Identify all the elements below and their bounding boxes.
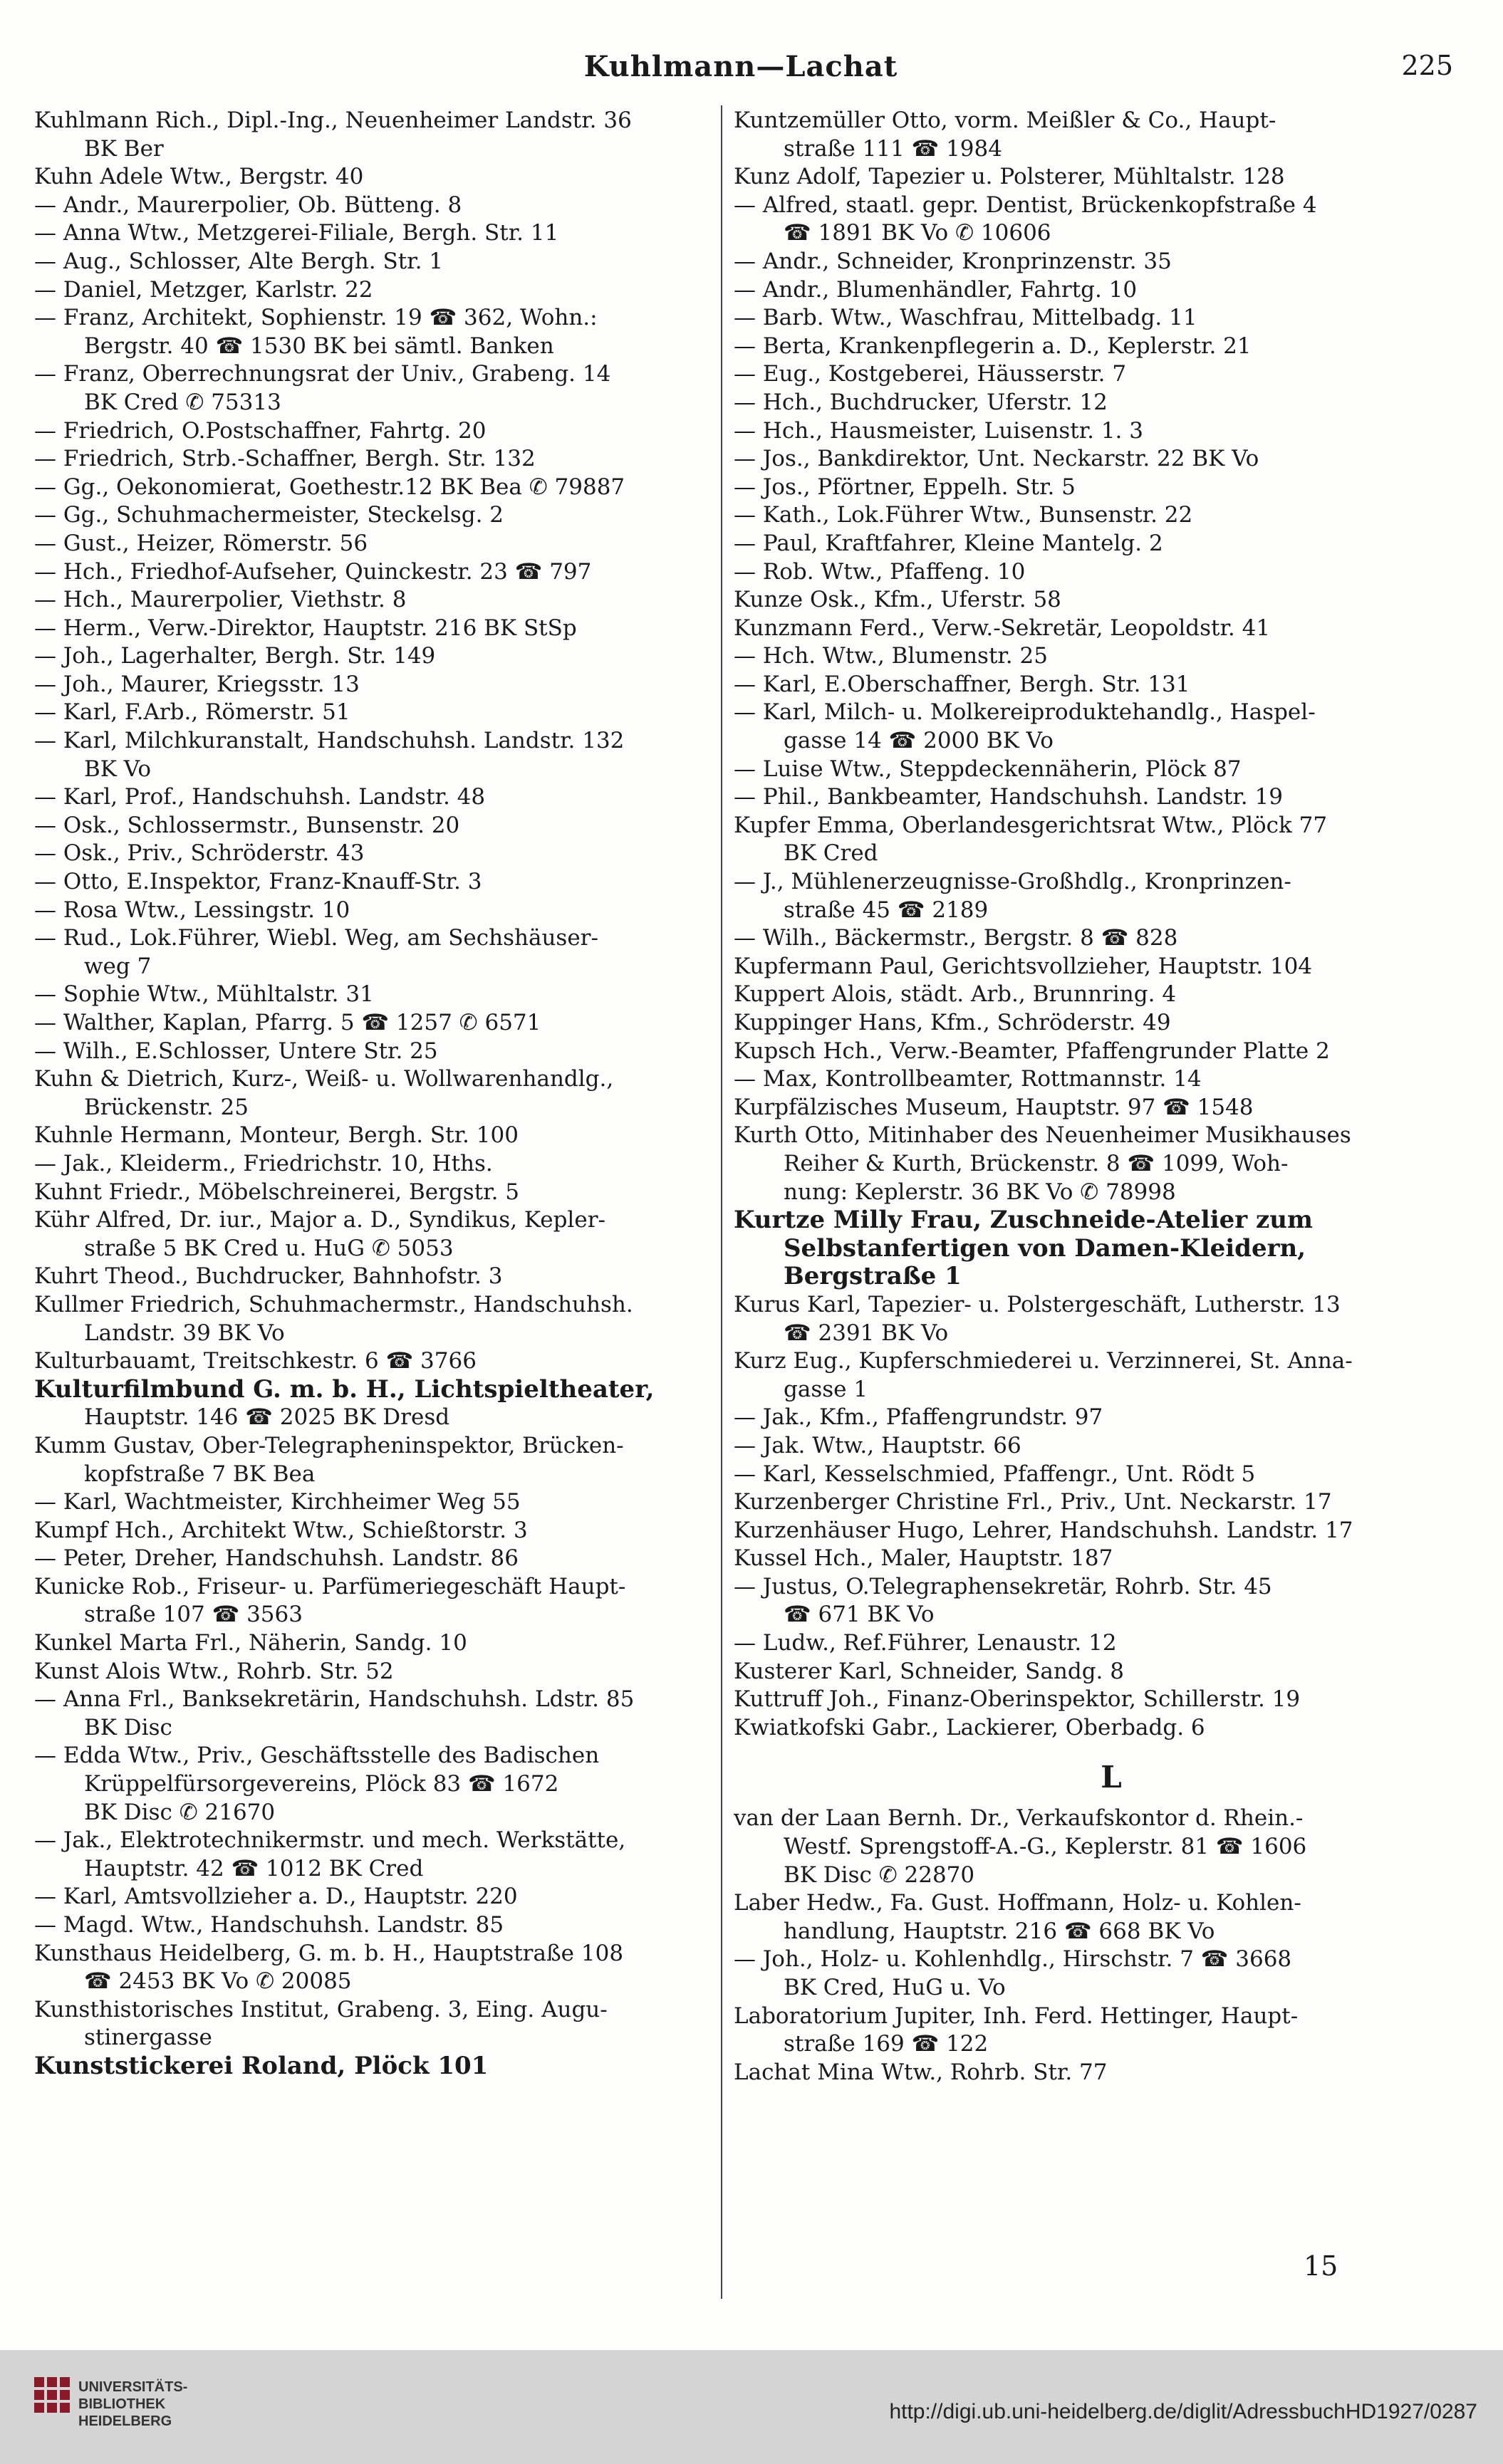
left-entry: — Karl, Amtsvollzieher a. D., Hauptstr. 220 [34, 1884, 518, 1910]
right-entry: Kurzenberger Christine Frl., Priv., Unt. Neckarstr. 17 [734, 1489, 1332, 1515]
left-entry: Kulturbauamt, Treitschkestr. 6 ☎ 3766 [34, 1348, 477, 1374]
right-entry: straße 111 ☎ 1984 [784, 135, 1002, 162]
left-entry: — Hch., Maurerpolier, Viethstr. 8 [34, 587, 407, 613]
right-entry: Kurus Karl, Tapezier- u. Polstergeschäft, Lutherstr. 13 [734, 1291, 1341, 1317]
right-entry: Westf. Sprengstoff-A.-G., Keplerstr. 81 ☎ 1606 [784, 1834, 1307, 1860]
source-url-link[interactable]: http://digi.ub.uni-heidelberg.de/diglit/AdressbuchHD1927/0287 [889, 2400, 1477, 2423]
left-entry: Hauptstr. 42 ☎ 1012 BK Cred [84, 1855, 424, 1881]
right-entry: L [1101, 1760, 1122, 1795]
left-entry: — Rosa Wtw., Lessingstr. 10 [34, 897, 350, 923]
left-entry: — Anna Frl., Banksekretärin, Handschuhsh. Ldstr. 85 [34, 1686, 635, 1713]
left-entry: Kunsthistorisches Institut, Grabeng. 3, Eing. Augu- [34, 1996, 608, 2022]
left-entry: — Friedrich, O.Postschaffner, Fahrtg. 20 [34, 417, 487, 444]
logo-line-2: BIBLIOTHEK [78, 2396, 166, 2412]
right-entry: — Barb. Wtw., Waschfrau, Mittelbadg. 11 [734, 305, 1197, 331]
right-entry: — Karl, Milch- u. Molkereiproduktehandlg., Haspel- [734, 699, 1316, 726]
right-entry: Kwiatkofski Gabr., Lackierer, Oberbadg. 6 [734, 1714, 1205, 1740]
right-entry: — Alfred, staatl. gepr. Dentist, Brückenkopfstraße 4 [734, 192, 1317, 218]
right-entry: Kuntzemüller Otto, vorm. Meißler & Co., Haupt- [734, 108, 1276, 133]
right-entry: BK Disc ✆ 22870 [784, 1862, 975, 1888]
right-entry: — Jak., Kfm., Pfaffengrundstr. 97 [734, 1404, 1103, 1431]
left-entry: — Jak., Elektrotechnikermstr. und mech. Werkstätte, [34, 1827, 626, 1854]
left-entry: stinergasse [84, 2025, 212, 2051]
left-entry: Kunicke Rob., Friseur- u. Parfümeriegeschäft Haupt- [34, 1573, 626, 1599]
right-entry: — Andr., Blumenhändler, Fahrtg. 10 [734, 276, 1138, 303]
right-entry: — Berta, Krankenpflegerin a. D., Keplerstr. 21 [734, 333, 1252, 359]
left-entry: — Friedrich, Strb.-Schaffner, Bergh. Str. 132 [34, 446, 536, 472]
left-entry: — Magd. Wtw., Handschuhsh. Landstr. 85 [34, 1912, 504, 1938]
page-header [28, 50, 1453, 93]
right-entry: van der Laan Bernh. Dr., Verkaufskontor d. Rhein.- [734, 1805, 1304, 1832]
right-entry: — Paul, Kraftfahrer, Kleine Mantelg. 2 [734, 530, 1163, 556]
page-number: 225 [1401, 50, 1453, 81]
logo-line-1: UNIVERSITÄTS- [78, 2379, 188, 2395]
right-entry: handlung, Hauptstr. 216 ☎ 668 BK Vo [784, 1918, 1215, 1944]
left-entry: — Gust., Heizer, Römerstr. 56 [34, 530, 368, 556]
left-column [34, 107, 718, 2293]
left-entry: Kuhnt Friedr., Möbelschreinerei, Bergstr. 5 [34, 1179, 520, 1205]
left-entry: Kumpf Hch., Architekt Wtw., Schießtorstr. 3 [34, 1517, 528, 1543]
left-entry: Kuhn Adele Wtw., Bergstr. 40 [34, 164, 364, 190]
right-entry: Kuppinger Hans, Kfm., Schröderstr. 49 [734, 1010, 1171, 1035]
left-entry: — Daniel, Metzger, Karlstr. 22 [34, 276, 373, 303]
right-entry: — Luise Wtw., Steppdeckennäherin, Plöck 87 [734, 756, 1242, 782]
left-entry: Kulturfilmbund G. m. b. H., Lichtspieltheater, [34, 1375, 655, 1404]
right-entry: — Jos., Bankdirektor, Unt. Neckarstr. 22 BK Vo [734, 446, 1259, 472]
right-entry: Kurtze Milly Frau, Zuschneide-Atelier zum [734, 1206, 1313, 1235]
left-entry: BK Vo [84, 756, 151, 782]
column-divider [721, 105, 722, 2299]
left-entry: Kullmer Friedrich, Schuhmachermstr., Handschuhsh. [34, 1291, 633, 1317]
right-entry: ☎ 1891 BK Vo ✆ 10606 [784, 220, 1051, 246]
right-entry: — Karl, E.Oberschaffner, Bergh. Str. 131 [734, 671, 1190, 697]
logo-text [78, 2379, 264, 2430]
right-entry: — Hch., Buchdrucker, Uferstr. 12 [734, 389, 1108, 415]
right-entry: Kuppert Alois, städt. Arb., Brunnring. 4 [734, 981, 1177, 1008]
page-title: Kuhlmann—Lachat [583, 50, 898, 83]
right-entry: Kuttruff Joh., Finanz-Oberinspektor, Schillerstr. 19 [734, 1686, 1301, 1713]
left-entry: straße 107 ☎ 3563 [84, 1602, 303, 1628]
left-entry: — Edda Wtw., Priv., Geschäftsstelle des Badischen [34, 1743, 600, 1769]
left-entry: Kühr Alfred, Dr. iur., Major a. D., Syndikus, Kepler- [34, 1207, 605, 1233]
left-entry: Kuhnle Hermann, Monteur, Bergh. Str. 100 [34, 1122, 519, 1149]
right-entry: — Eug., Kostgeberei, Häusserstr. 7 [734, 361, 1127, 387]
right-entry: — Jos., Pförtner, Eppelh. Str. 5 [734, 474, 1076, 500]
left-entry: — Sophie Wtw., Mühltalstr. 31 [34, 981, 374, 1008]
left-entry: Kumm Gustav, Ober-Telegrapheninspektor, Brücken- [34, 1432, 624, 1458]
right-entry: — Kath., Lok.Führer Wtw., Bunsenstr. 22 [734, 502, 1193, 528]
left-entry: — Karl, F.Arb., Römerstr. 51 [34, 699, 350, 726]
left-entry: — Franz, Oberrechnungsrat der Univ., Grabeng. 14 [34, 361, 611, 387]
left-entry: — Karl, Prof., Handschuhsh. Landstr. 48 [34, 784, 486, 810]
left-entry: — Jak., Kleiderm., Friedrichstr. 10, Hths. [34, 1150, 493, 1176]
left-entry: — Gg., Schuhmachermeister, Steckelsg. 2 [34, 502, 504, 528]
right-entry: Kunz Adolf, Tapezier u. Polsterer, Mühltalstr. 128 [734, 164, 1285, 190]
right-entry: — Rob. Wtw., Pfaffeng. 10 [734, 558, 1026, 585]
right-entry: nung: Keplerstr. 36 BK Vo ✆ 78998 [784, 1179, 1176, 1205]
left-entry: — Otto, E.Inspektor, Franz-Knauff-Str. 3 [34, 869, 482, 895]
right-entry: Kunze Osk., Kfm., Uferstr. 58 [734, 587, 1061, 613]
left-entry: — Osk., Priv., Schröderstr. 43 [34, 840, 365, 867]
left-entry: — Osk., Schlossermstr., Bunsenstr. 20 [34, 812, 460, 838]
right-entry: — Andr., Schneider, Kronprinzenstr. 35 [734, 248, 1172, 274]
left-entry: — Walther, Kaplan, Pfarrg. 5 ☎ 1257 ✆ 6571 [34, 1010, 541, 1035]
right-entry: Kupsch Hch., Verw.-Beamter, Pfaffengrunder Platte 2 [734, 1038, 1330, 1064]
right-entry: Selbstanfertigen von Damen-Kleidern, [784, 1234, 1306, 1263]
right-entry: Kurz Eug., Kupferschmiederei u. Verzinnerei, St. Anna- [734, 1348, 1353, 1374]
right-entry: Kunzmann Ferd., Verw.-Sekretär, Leopoldstr. 41 [734, 615, 1271, 641]
right-entry: — Ludw., Ref.Führer, Lenaustr. 12 [734, 1630, 1117, 1656]
left-entry: — Gg., Oekonomierat, Goethestr.12 BK Bea ✆ 79887 [34, 474, 625, 500]
right-entry: BK Cred [784, 840, 878, 867]
left-entry: — Aug., Schlosser, Alte Bergh. Str. 1 [34, 248, 443, 274]
left-entry: Kuhlmann Rich., Dipl.-Ing., Neuenheimer Landstr. 36 [34, 108, 632, 133]
left-entry: Kuhn & Dietrich, Kurz-, Weiß- u. Wollwarenhandlg., [34, 1066, 614, 1092]
right-entry: Laber Hedw., Fa. Gust. Hoffmann, Holz- u. Kohlen- [734, 1890, 1301, 1916]
left-entry: BK Disc [84, 1714, 172, 1740]
left-entry: Kunkel Marta Frl., Näherin, Sandg. 10 [34, 1630, 467, 1656]
left-entry: — Karl, Wachtmeister, Kirchheimer Weg 55 [34, 1489, 521, 1515]
left-entry: — Andr., Maurerpolier, Ob. Bütteng. 8 [34, 192, 462, 218]
left-entry: Hauptstr. 146 ☎ 2025 BK Dresd [84, 1404, 450, 1431]
right-entry: Lachat Mina Wtw., Rohrb. Str. 77 [734, 2059, 1108, 2085]
signature-number: 15 [1304, 2250, 1338, 2282]
left-entry: Kunst Alois Wtw., Rohrb. Str. 52 [34, 1658, 394, 1684]
right-entry: — Justus, O.Telegraphensekretär, Rohrb. Str. 45 [734, 1573, 1272, 1599]
right-entry: Kussel Hch., Maler, Hauptstr. 187 [734, 1545, 1113, 1572]
right-entry: — Phil., Bankbeamter, Handschuhsh. Landstr. 19 [734, 784, 1283, 810]
right-entry: ☎ 671 BK Vo [784, 1602, 935, 1628]
left-entry: — Herm., Verw.-Direktor, Hauptstr. 216 BK StSp [34, 615, 577, 641]
right-entry: straße 45 ☎ 2189 [784, 897, 989, 923]
right-entry: — J., Mühlenerzeugnisse-Großhdlg., Kronprinzen- [734, 869, 1291, 895]
left-entry: straße 5 BK Cred u. HuG ✆ 5053 [84, 1235, 454, 1261]
left-entry: BK Cred ✆ 75313 [84, 389, 281, 415]
right-entry: BK Cred, HuG u. Vo [784, 1975, 1006, 2000]
left-entry: — Joh., Maurer, Kriegsstr. 13 [34, 671, 360, 697]
left-entry: Krüppelfürsorgevereins, Plöck 83 ☎ 1672 [84, 1771, 559, 1797]
right-entry: Bergstraße 1 [784, 1263, 962, 1291]
right-entry: Kurpfälzisches Museum, Hauptstr. 97 ☎ 1548 [734, 1094, 1254, 1120]
right-entry: Kupfermann Paul, Gerichtsvollzieher, Hauptstr. 104 [734, 953, 1313, 979]
right-entry: Reiher & Kurth, Brückenstr. 8 ☎ 1099, Woh- [784, 1150, 1289, 1176]
left-entry: kopfstraße 7 BK Bea [84, 1461, 316, 1487]
left-entry: — Joh., Lagerhalter, Bergh. Str. 149 [34, 643, 436, 669]
right-entry: Kusterer Karl, Schneider, Sandg. 8 [734, 1658, 1124, 1684]
left-entry: Kunststickerei Roland, Plöck 101 [34, 2052, 489, 2080]
left-entry: Kuhrt Theod., Buchdrucker, Bahnhofstr. 3 [34, 1263, 503, 1290]
left-entry: — Wilh., E.Schlosser, Untere Str. 25 [34, 1038, 438, 1064]
logo-line-3: HEIDELBERG [78, 2413, 172, 2429]
left-entry: — Hch., Friedhof-Aufseher, Quinckestr. 23 ☎ 797 [34, 558, 592, 585]
right-column [734, 107, 1489, 2293]
right-entry: — Wilh., Bäckermstr., Bergstr. 8 ☎ 828 [734, 925, 1178, 951]
left-entry: Landstr. 39 BK Vo [84, 1320, 285, 1346]
left-entry: — Rud., Lok.Führer, Wiebl. Weg, am Sechshäuser- [34, 925, 598, 951]
right-entry: gasse 1 [784, 1376, 868, 1402]
right-entry: straße 169 ☎ 122 [784, 2031, 989, 2057]
left-entry: Brückenstr. 25 [84, 1094, 249, 1120]
right-entry: Kurzenhäuser Hugo, Lehrer, Handschuhsh. Landstr. 17 [734, 1517, 1353, 1543]
left-entry: — Karl, Milchkuranstalt, Handschuhsh. Landstr. 132 [34, 728, 625, 754]
left-entry: ☎ 2453 BK Vo ✆ 20085 [84, 1968, 352, 1995]
right-entry: — Joh., Holz- u. Kohlenhdlg., Hirschstr. 7 ☎ 3668 [734, 1946, 1292, 1973]
right-entry: Kurth Otto, Mitinhaber des Neuenheimer Musikhauses [734, 1122, 1351, 1149]
left-entry: — Anna Wtw., Metzgerei-Filiale, Bergh. Str. 11 [34, 220, 559, 246]
left-entry: BK Ber [84, 135, 164, 162]
left-entry: Bergstr. 40 ☎ 1530 BK bei sämtl. Banken [84, 333, 554, 359]
left-entry: — Franz, Architekt, Sophienstr. 19 ☎ 362, Wohn.: [34, 305, 598, 331]
left-entry: — Peter, Dreher, Handschuhsh. Landstr. 86 [34, 1545, 519, 1572]
right-entry: — Max, Kontrollbeamter, Rottmannstr. 14 [734, 1066, 1202, 1092]
right-entry: — Hch., Hausmeister, Luisenstr. 1. 3 [734, 417, 1143, 444]
right-entry: Kupfer Emma, Oberlandesgerichtsrat Wtw., Plöck 77 [734, 812, 1328, 838]
right-entry: ☎ 2391 BK Vo [784, 1320, 949, 1346]
right-entry: Laboratorium Jupiter, Inh. Ferd. Hettinger, Haupt- [734, 2003, 1299, 2029]
left-entry: weg 7 [84, 953, 152, 979]
left-entry: Kunsthaus Heidelberg, G. m. b. H., Hauptstraße 108 [34, 1940, 624, 1966]
right-entry: — Hch. Wtw., Blumenstr. 25 [734, 643, 1048, 669]
left-entry: BK Disc ✆ 21670 [84, 1799, 276, 1825]
right-entry: gasse 14 ☎ 2000 BK Vo [784, 728, 1054, 754]
right-entry: — Karl, Kesselschmied, Pfaffengr., Unt. Rödt 5 [734, 1461, 1256, 1487]
right-entry: — Jak. Wtw., Hauptstr. 66 [734, 1432, 1021, 1458]
